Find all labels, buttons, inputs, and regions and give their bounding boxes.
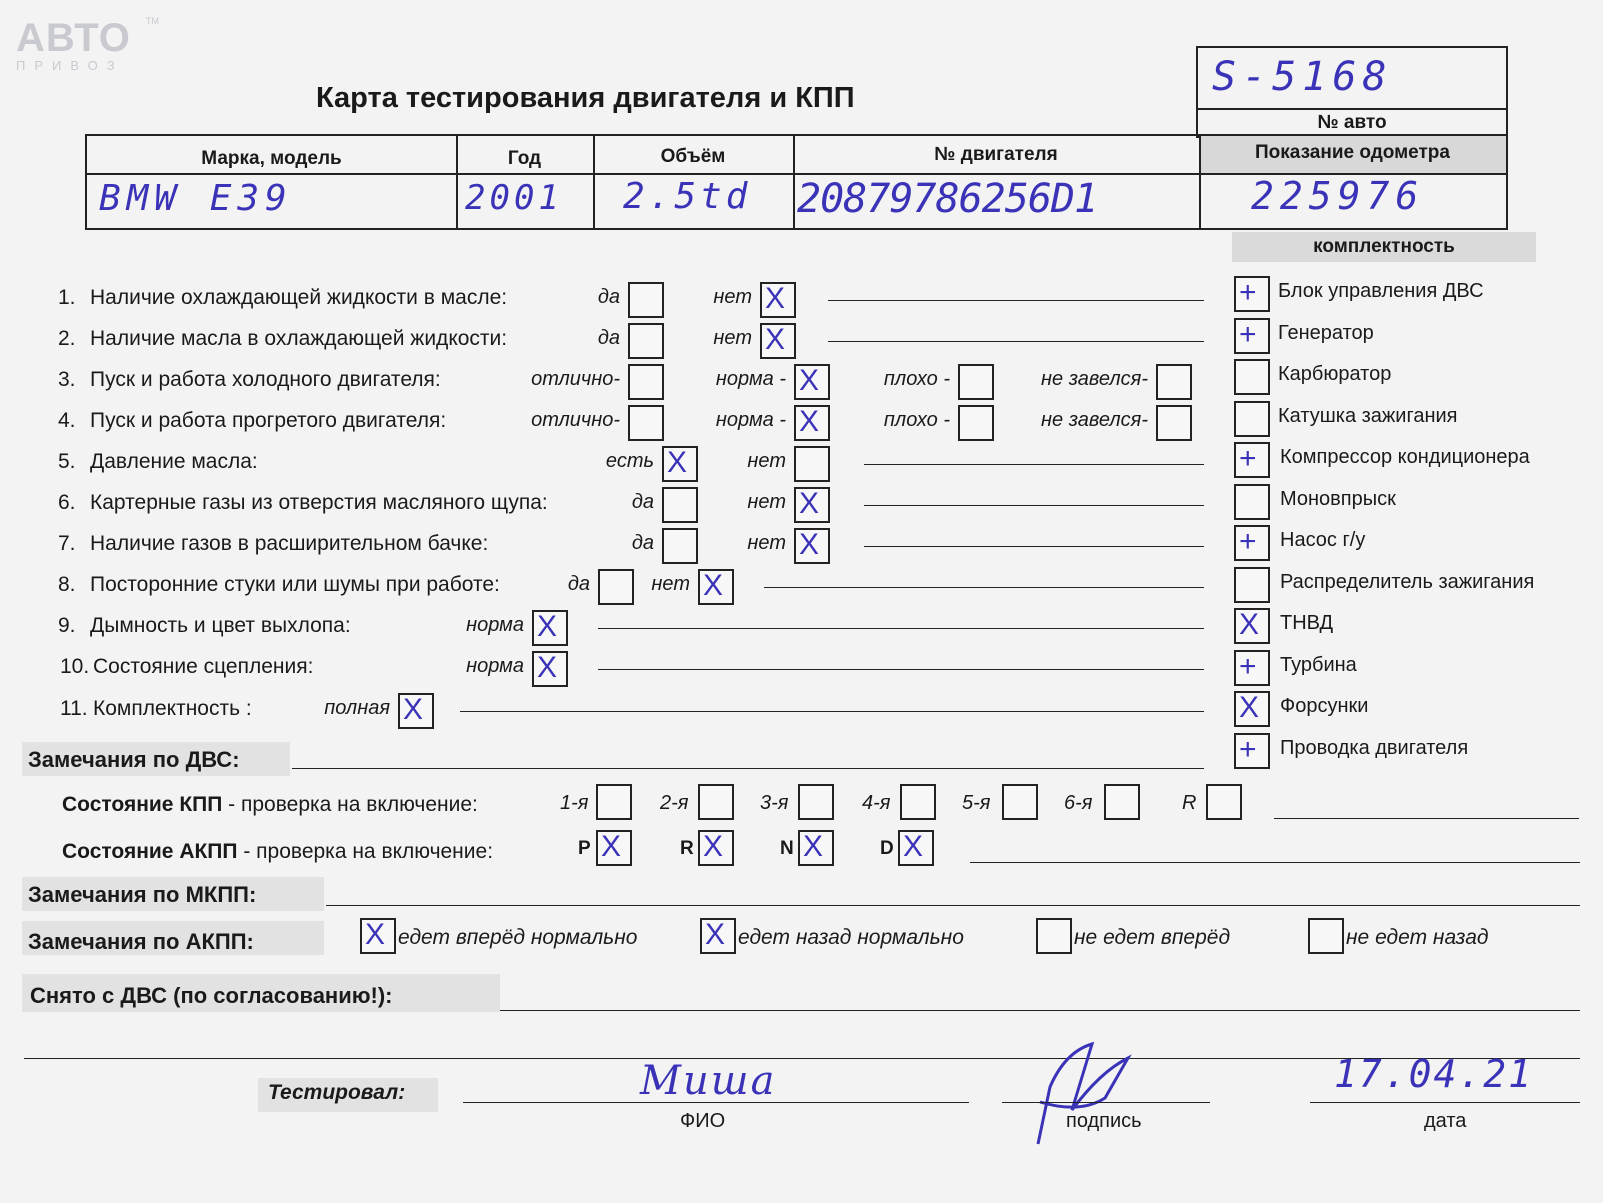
mode-checkbox[interactable] [798,830,834,866]
check-number: 11. [60,697,88,720]
kit-checkbox[interactable] [1234,276,1270,312]
kit-checkbox-mark: + [1239,525,1257,558]
kit-checkbox-mark: + [1239,317,1257,351]
kit-item-label: Насос г/у [1280,529,1366,551]
kit-checkbox[interactable] [1234,733,1270,769]
akpp-remark-checkbox-mark: X [705,918,726,951]
check-box-mark: X [799,405,820,438]
date-value: 17.04.21 [1334,1052,1534,1096]
check-text: Комплектность : [93,697,252,720]
mode-checkbox-mark: X [803,830,824,863]
kit-checkbox[interactable] [1234,650,1270,686]
engine-no-label: № двигателя [934,144,1058,165]
akpp-remarks-label: Замечания по АКПП: [28,929,254,954]
check-box[interactable] [958,364,994,400]
akpp-remark-label: едет назад нормально [738,926,964,949]
check-box[interactable] [1156,405,1192,441]
date-label: дата [1424,1110,1467,1132]
check-box[interactable] [598,569,634,605]
gear-checkbox[interactable] [798,784,834,820]
gear-checkbox[interactable] [596,784,632,820]
signature-label: подпись [1066,1110,1142,1132]
check-box[interactable] [628,405,664,441]
header-table [85,134,1508,230]
mode-checkbox[interactable] [898,830,934,866]
check-box[interactable] [398,693,434,729]
check-option-label: норма - [715,409,786,431]
akpp-label-bold: Состояние АКПП [62,840,238,863]
gear-label: 3-я [760,792,789,814]
check-option-label: да [631,491,654,513]
fio-value: Миша [640,1058,777,1104]
check-option-label: норма - [715,368,786,390]
gear-label: 1-я [560,792,589,814]
mode-label: N [780,838,794,859]
check-box-mark: X [799,528,820,561]
answer-line [598,669,1204,670]
kit-checkbox[interactable] [1234,608,1270,644]
kit-checkbox[interactable] [1234,691,1270,727]
check-box[interactable] [958,405,994,441]
check-box-mark: X [799,364,820,397]
check-number: 7. [58,532,76,555]
check-option-label: не завелся- [1041,409,1148,431]
mode-checkbox-mark: X [903,830,924,863]
check-number: 6. [58,491,76,514]
kit-checkbox[interactable] [1234,359,1270,395]
akpp-label-rest: - проверка на включение: [237,840,494,863]
kit-checkbox-mark: + [1239,442,1257,475]
kit-title: комплектность [1232,232,1536,262]
check-option-label: плохо - [883,409,950,431]
year-label: Год [507,148,542,169]
check-option-label: нет [747,450,786,472]
check-box[interactable] [532,610,568,646]
check-text: Наличие охлаждающей жидкости в масле: [90,286,508,309]
check-number: 2. [58,327,76,350]
check-option-label: плохо - [883,368,950,390]
gear-label: R [1182,792,1197,814]
check-box[interactable] [794,487,830,523]
akpp-remark-checkbox[interactable] [360,918,396,954]
check-box[interactable] [794,405,830,441]
akpp-remark-label: едет вперёд нормально [398,926,638,949]
gear-label: 2-я [660,792,689,814]
check-box-mark: X [765,282,786,315]
check-number: 1. [58,286,76,309]
check-number: 4. [58,409,76,432]
akpp-remark-checkbox[interactable] [700,918,736,954]
check-box[interactable] [1156,364,1192,400]
check-box[interactable] [760,323,796,359]
fio-label: ФИО [680,1110,726,1132]
check-text: Картерные газы из отверстия масляного щупа: [90,491,548,514]
check-box-mark: X [537,610,558,643]
gear-label: 5-я [962,792,991,814]
kit-checkbox[interactable] [1234,567,1270,603]
answer-line [764,587,1204,588]
check-text: Состояние сцепления: [93,655,314,678]
kit-checkbox-mark: X [1239,608,1260,641]
check-box[interactable] [662,528,698,564]
volume-label: Объём [660,146,726,167]
mode-checkbox[interactable] [698,830,734,866]
brand-value: BMW E39 [99,178,293,219]
kit-item-label: Генератор [1278,321,1374,344]
kit-checkbox[interactable] [1234,484,1270,520]
kit-item-label: Форсунки [1280,695,1369,717]
check-box[interactable] [662,446,698,482]
check-number: 10. [60,655,90,678]
check-text: Посторонние стуки или шумы при работе: [90,573,500,596]
check-box[interactable] [760,282,796,318]
check-option-label: отлично- [531,368,620,390]
check-box[interactable] [698,569,734,605]
gear-label: 4-я [862,792,891,814]
check-number: 9. [58,614,76,637]
check-box[interactable] [628,364,664,400]
akpp-remark-checkbox-mark: X [365,918,386,951]
mode-label: D [880,838,894,859]
mode-checkbox[interactable] [596,830,632,866]
check-option-label: да [567,573,590,595]
kit-checkbox[interactable] [1234,442,1270,478]
answer-line [598,628,1204,629]
check-option-label: да [597,327,620,349]
answer-line [828,341,1204,342]
kit-item-label: Блок управления ДВС [1278,280,1484,302]
check-number: 8. [58,573,76,596]
check-box-mark: X [703,569,724,602]
check-box-mark: X [667,446,688,479]
logo [16,18,131,73]
check-number: 3. [58,368,76,391]
odometer-value: 225976 [1251,174,1425,218]
kit-checkbox[interactable] [1234,525,1270,561]
check-box-mark: X [537,651,558,684]
logo-sub: ПРИВОЗ [16,58,124,73]
gear-checkbox[interactable] [1206,784,1242,820]
kit-item-label: ТНВД [1280,612,1334,634]
answer-line [460,711,1204,712]
volume-value: 2.5td [623,176,752,217]
check-box[interactable] [532,651,568,687]
odometer-label: Показание одометра [1255,142,1450,163]
answer-line [864,464,1204,465]
gear-checkbox[interactable] [900,784,936,820]
check-box[interactable] [794,364,830,400]
kit-item-label: Проводка двигателя [1280,736,1469,759]
gear-checkbox[interactable] [1104,784,1140,820]
check-box[interactable] [794,446,830,482]
mode-label: R [680,838,694,859]
kit-checkbox[interactable] [1234,401,1270,437]
check-option-label: отлично- [531,409,620,431]
kit-item-label: Карбюратор [1278,363,1392,385]
auto-no-box [1196,46,1508,138]
check-box-mark: X [403,693,424,726]
check-option-label: норма [466,614,524,636]
gear-label: 6-я [1064,792,1093,814]
check-text: Наличие газов в расширительном бачке: [90,532,489,555]
check-option-label: полная [324,697,390,719]
check-box[interactable] [662,487,698,523]
akpp-remark-checkbox[interactable] [1308,918,1344,954]
check-option-label: есть [605,450,654,472]
answer-line [828,300,1204,301]
check-option-label: да [631,532,654,554]
removed-label: Снято с ДВС (по согласованию!): [30,983,393,1008]
check-number: 5. [58,450,76,473]
kit-item-label: Компрессор кондиционера [1280,446,1530,468]
kit-item-label: Моновпрыск [1280,487,1396,510]
check-box[interactable] [628,282,664,318]
brand-label: Марка, модель [201,148,342,169]
kit-checkbox-mark: + [1239,276,1257,309]
check-option-label: норма [466,655,524,677]
engine-no-value: 20879786256D1 [797,176,1098,222]
check-text: Пуск и работа прогретого двигателя: [90,409,447,432]
kpp-label-bold: Состояние КПП [62,793,223,816]
check-option-label: нет [713,286,752,308]
tested-label: Тестировал: [268,1081,406,1104]
kit-checkbox-mark: + [1239,732,1257,766]
auto-no-label: № авто [1317,112,1387,133]
kit-checkbox[interactable] [1234,318,1270,354]
kit-item-label: Катушка зажигания [1278,404,1458,427]
kit-item-label: Турбина [1280,653,1357,676]
engine-remarks-label: Замечания по ДВС: [28,747,240,772]
check-option-label: нет [747,491,786,513]
check-text: Давление масла: [90,450,258,473]
kit-item-label: Распределитель зажигания [1280,570,1535,593]
signature-mark [1010,1032,1150,1152]
kpp-label [62,793,478,817]
kit-checkbox-mark: X [1239,691,1260,724]
gear-checkbox[interactable] [698,784,734,820]
akpp-remark-checkbox[interactable] [1036,918,1072,954]
akpp-remark-label: не едет вперёд [1074,926,1231,949]
page-title: Карта тестирования двигателя и КПП [316,82,855,114]
logo-tm: TM [146,16,159,26]
check-box-mark: X [799,487,820,520]
check-box[interactable] [794,528,830,564]
check-box[interactable] [628,323,664,359]
answer-line [864,505,1204,506]
akpp-label [62,840,493,864]
check-option-label: не завелся- [1041,368,1148,390]
check-option-label: нет [651,573,690,595]
check-box-mark: X [765,323,786,356]
year-value: 2001 [465,178,563,218]
mode-checkbox-mark: X [601,830,622,863]
check-text: Наличие масла в охлаждающей жидкости: [90,327,508,350]
check-option-label: нет [747,532,786,554]
check-option-label: нет [713,327,752,349]
gear-checkbox[interactable] [1002,784,1038,820]
kpp-label-rest: - проверка на включение: [222,793,478,816]
auto-no-value: S-5168 [1212,54,1393,100]
logo-main: АВТО [16,16,131,60]
kit-checkbox-mark: + [1239,649,1257,683]
check-text: Пуск и работа холодного двигателя: [90,368,441,391]
answer-line [864,546,1204,547]
akpp-remark-label: не едет назад [1346,926,1489,949]
check-text: Дымность и цвет выхлопа: [90,614,351,637]
mkpp-remarks-label: Замечания по МКПП: [28,882,257,907]
check-option-label: да [597,286,620,308]
mode-checkbox-mark: X [703,830,724,863]
mode-label: P [578,838,591,859]
